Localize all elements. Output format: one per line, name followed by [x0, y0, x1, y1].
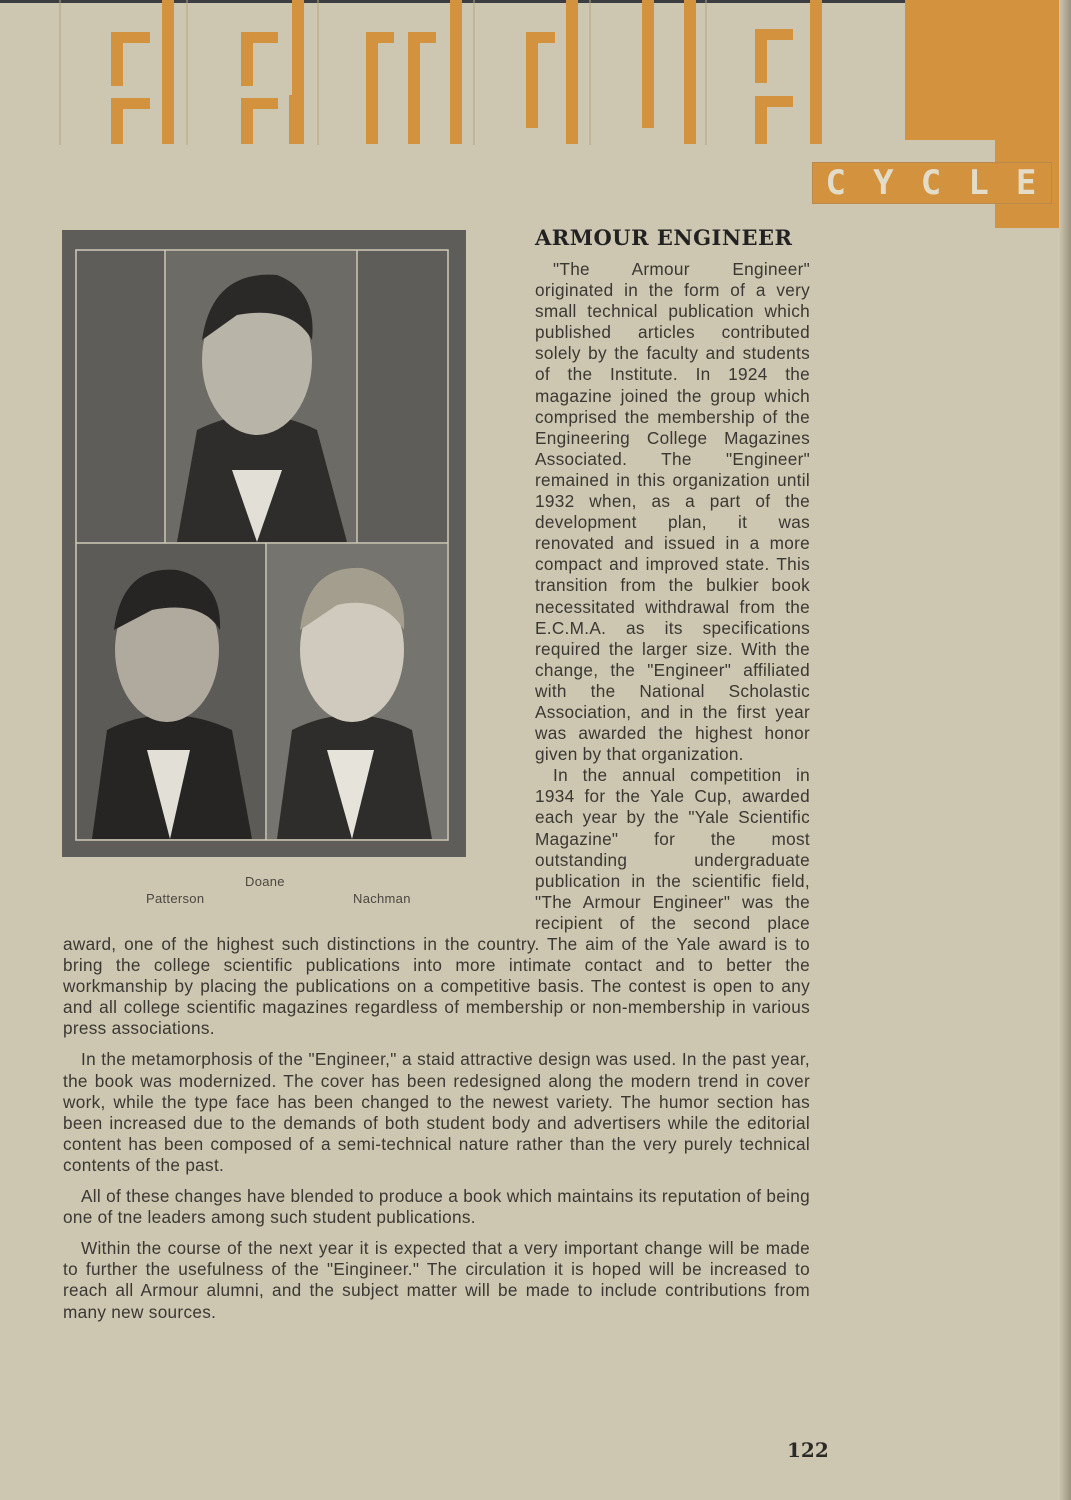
cycle-letter: C: [825, 163, 849, 203]
caption-doane: Doane: [245, 874, 285, 889]
article-title: ARMOUR ENGINEER: [535, 225, 793, 250]
paragraph: "The Armour Engineer" originated in the form of a very small technical publication which published articles contributed solely by the faculty and students of the Institute. In 1924 the magazine joined the group which comprised the membership of the Engineering College Magazines Associated. The "Engineer" remained in this organization until 1932 when, as a part of the development plan, it was renovated and issued in a more compact and improved state. This transition from the bulkier book necessitated withdrawal from the E.C.M.A. as its specifications required the larger size. With the change, the "Engineer" affiliated with the National Scholastic Association, and in the first year was awarded the highest honor given by that organization.: [535, 259, 810, 765]
cycle-letter: C: [920, 163, 944, 203]
paragraph: Within the course of the next year it is expected that a very important change will be made to further the usefulness of the "Eingineer." The circulation it is hoped will be increased to reach all Armour alumni, and the subject matter will be made to include contributions from many new sources.: [63, 1238, 810, 1322]
article: [63, 225, 810, 1323]
cycle-section-label: [812, 162, 1052, 204]
paragraph: In the annual competition in 1934 for the Yale Cup, awarded each year by the "Yale Scientific Magazine" for the most outstanding undergraduate publication in the scientific field, "The Armour Engineer" was the recipient of the second place award, one of the highest such distinctions in the country. The aim of the Yale award is to bring the college scientific publications into more intimate contact and to better the workmanship by placing the publications on a competitive basis. The contest is open to any and all college scientific magazines regardless of membership or non-membership in various press associations.: [63, 765, 810, 1039]
caption-patterson: Patterson: [146, 891, 205, 906]
staff-portrait-photo: [62, 230, 466, 857]
caption-nachman: Nachman: [353, 891, 411, 906]
cycle-letter: Y: [873, 163, 896, 203]
paragraph: In the metamorphosis of the "Engineer," a staid attractive design was used. In the past year, the book was modernized. The cover has been redesigned along the modern trend in cover work, while the type face has been changed to the newest variety. The humor section has been increased due to the demands of both student body and advertisers while the editorial content has been composed of a semi-technical nature rather than the very purely technical contents of the past.: [63, 1049, 810, 1175]
photo-block: [63, 225, 535, 928]
cycle-letter: E: [1015, 163, 1039, 203]
page-number: 122: [787, 1438, 829, 1462]
binding-shadow: [1059, 0, 1071, 1500]
cycle-letter: L: [968, 163, 991, 203]
paragraph: All of these changes have blended to produce a book which maintains its reputation of being one of tne leaders among such student publications.: [63, 1186, 810, 1228]
